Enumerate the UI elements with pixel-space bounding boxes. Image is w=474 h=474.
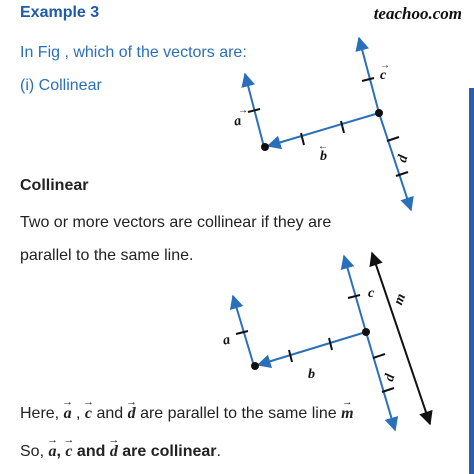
vector-d-symbol: → d [110,443,118,461]
conclusion-statement: So, → a, → c and → d are collinear. [20,443,221,461]
example-title: Example 3 [20,4,100,21]
svg-text:→: → [380,60,390,71]
bottom-figure [233,256,395,430]
vector-d-symbol: → d [128,405,136,423]
vector-a-symbol: → a [48,443,56,461]
vector-m-line [372,253,430,424]
top-point-junction [375,109,383,117]
label-a-bottom: a [221,332,232,349]
bottom-point-junction [362,328,370,336]
label-b-bottom: b [308,367,315,382]
top-point-origin [261,143,269,151]
label-m: m [391,291,410,308]
label-b-top: b [320,149,327,164]
question-line-1: In Fig , which of the vectors are: [20,44,247,61]
parallel-statement: Here, → a , → c and → d are parallel to the same line → m [20,405,354,423]
vector-c-symbol: → c [85,405,92,423]
section-heading: Collinear [20,177,89,194]
label-c-top: c [380,68,387,83]
label-a-top: a [233,113,243,130]
vector-a-line-2 [233,296,254,366]
bottom-point-origin [251,362,259,370]
vector-c-line [359,38,379,113]
brand-logo: teachoo.com [373,4,462,23]
vector-c-line-2 [344,256,366,332]
definition-line-1: Two or more vectors are collinear if they are [20,214,332,231]
label-d-bottom: d [382,372,399,384]
svg-text:←: ← [318,141,328,152]
vector-b-line-2 [258,332,366,365]
label-c-bottom: c [368,286,375,301]
vector-c-symbol: → c [65,443,72,461]
svg-text:→: → [238,105,248,116]
vector-a-symbol: → a [64,405,72,423]
question-line-2: (i) Collinear [20,77,102,94]
label-d-top: d [395,153,412,165]
definition-line-2: parallel to the same line. [20,247,194,264]
vector-m-symbol: → m [341,405,353,423]
